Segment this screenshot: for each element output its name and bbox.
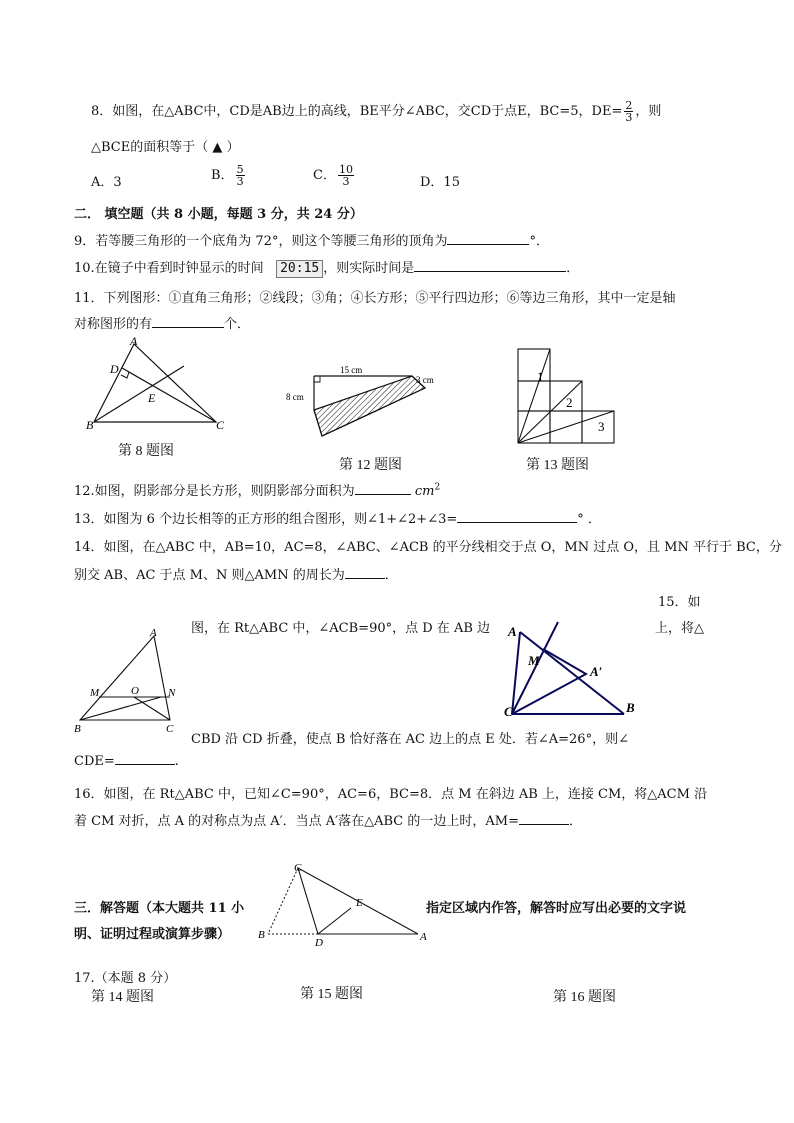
fig14-label-a: A xyxy=(150,627,157,639)
fig16-label-m: M xyxy=(528,653,540,668)
section3-line1-a: 三．解答题（本大题共 11 小 xyxy=(74,901,245,916)
fig8-label-a: A xyxy=(130,336,138,348)
fig8-right-angle-mark xyxy=(121,372,129,378)
fig8-label-e: E xyxy=(148,391,156,405)
fig13-angle-2: 2 xyxy=(566,395,573,410)
figure-8-caption: 第 8 题图 xyxy=(118,444,174,459)
fig14-label-c: C xyxy=(166,723,174,735)
q12-answer-blank[interactable] xyxy=(355,494,411,495)
fig15-label-a: A xyxy=(420,931,427,943)
fig13-angle-3: 3 xyxy=(598,419,605,434)
q9-line: 9．若等腰三角形的一个底角为 72°，则这个等腰三角形的顶角为 °． xyxy=(74,234,549,249)
figure-12 xyxy=(284,362,448,444)
fig14-label-n: N xyxy=(168,687,176,699)
q15-line-a: 图，在 Rt△ABC 中，∠ACB=90°，点 D 在 AB 边 xyxy=(191,621,491,636)
figure-8 xyxy=(82,336,232,436)
fig12-dim-top: 15 cm xyxy=(340,365,363,375)
fig15-segment-de xyxy=(318,908,351,934)
q10-line: 10.在镜子中看到时钟显示的时间 20:15 ，则实际时间是 ． xyxy=(74,261,580,276)
q11-line2: 对称图形的有 个． xyxy=(74,317,251,332)
q8-option-d: D．15 xyxy=(420,175,460,190)
fig16-label-a: A xyxy=(508,624,517,639)
q13-answer-blank[interactable] xyxy=(457,522,577,523)
q11-answer-blank[interactable] xyxy=(152,327,224,328)
fig15-label-b: B xyxy=(258,929,265,941)
fig14-label-o: O xyxy=(131,685,139,697)
fig13-angle-1: 1 xyxy=(537,369,544,384)
fig12-shaded-rectangle xyxy=(314,376,425,436)
figure-13-caption: 第 13 题图 xyxy=(526,458,589,473)
fig12-dim-left: 8 cm xyxy=(286,392,304,402)
q16-line1: 16．如图，在 Rt△ABC 中，已知∠C=90°，AC=6，BC=8．点 M 在斜边 AB 上，连接 CM，将△ACM 沿 xyxy=(74,787,708,802)
q11-line1: 11．下列图形：①直角三角形；②线段；③角；④长方形；⑤平行四边形；⑥等边三角形，其中一定是轴 xyxy=(74,291,676,306)
fig16-label-b: B xyxy=(626,700,635,715)
section2-heading: 二． 填空题（共 8 小题，每题 3 分，共 24 分） xyxy=(74,207,363,222)
figure-13 xyxy=(514,345,618,447)
q8-option-c: C． $\frac{10}{3}$ xyxy=(313,163,353,188)
figure-16 xyxy=(502,618,644,720)
section3-line2: 明、证明过程或演算步骤） xyxy=(74,927,231,942)
q16-answer-blank[interactable] xyxy=(519,824,569,825)
mirror-clock-display: 20:15 xyxy=(276,260,323,278)
q12-line: 12.如图，阴影部分是长方形，则阴影部分面积为 $cm^2$ xyxy=(74,482,441,499)
q14-line2: 别交 AB、AC 于点 M、N 则△AMN 的周长为 ． xyxy=(74,568,398,583)
figure-15 xyxy=(256,856,436,948)
fig16-fold-lines xyxy=(512,649,586,714)
fig15-label-d: D xyxy=(315,937,323,948)
fig16-label-a-prime: A′ xyxy=(590,664,603,679)
figure-16-caption: 第 16 题图 xyxy=(553,990,616,1005)
fig14-label-b: B xyxy=(74,723,81,735)
fig14-label-m: M xyxy=(90,687,100,699)
q16-line2: 着 CM 对折，点 A 的对称点为点 A′．当点 A′落在△ABC 的一边上时，AM= ． xyxy=(74,814,582,829)
section3-line1-b: 指定区域内作答，解答时应写出必要的文字说 xyxy=(426,901,687,916)
q15-line-c: CDE= . xyxy=(74,754,179,769)
q15-line-a-right: 上，将△ xyxy=(655,621,704,636)
fig13-diagonal-1 xyxy=(518,349,550,443)
q8-line1 xyxy=(91,100,661,123)
figure-12-caption: 第 12 题图 xyxy=(339,458,402,473)
fig8-label-d: D xyxy=(110,362,119,376)
fig8-bisector-be xyxy=(94,366,184,422)
q10-answer-blank[interactable] xyxy=(414,271,566,272)
fig15-label-e: E xyxy=(356,897,363,909)
fig8-label-c: C xyxy=(216,418,225,432)
q8-text-a: 8．如图，在△ABC中，CD是AB边上的高线，BE平分∠ABC，交CD于点E，BC=5，DE= xyxy=(91,104,623,119)
fig15-dashed-cb xyxy=(268,868,298,934)
figure-14-caption: 第 14 题图 xyxy=(91,990,154,1005)
q15-line-b: CBD 沿 CD 折叠，使点 B 恰好落在 AC 边上的点 E 处．若∠A=26°，则∠ xyxy=(191,732,629,747)
q14-answer-blank[interactable] xyxy=(345,578,385,579)
q8-text-b: ，则 xyxy=(635,104,662,119)
figure-14 xyxy=(72,624,190,736)
q8-de-fraction: $\frac{2}{3}$ xyxy=(625,99,633,124)
fig8-label-b: B xyxy=(86,418,94,432)
q15-number: 15．如 xyxy=(658,595,701,610)
q17-heading: 17.（本题 8 分） xyxy=(74,971,177,986)
fig16-label-c: C xyxy=(504,704,513,719)
q15-answer-blank[interactable] xyxy=(115,764,175,765)
q9-answer-blank[interactable] xyxy=(447,244,529,245)
fig12-dim-right: 3 cm xyxy=(416,375,434,385)
q13-line: 13．如图为 6 个边长相等的正方形的组合图形，则∠1+∠2+∠3= ° ． xyxy=(74,512,601,527)
q8-option-b: B． $\frac{5}{3}$ xyxy=(211,163,244,188)
fig15-label-c: C xyxy=(294,862,302,874)
q14-line1: 14．如图，在△ABC 中，AB=10，AC=8，∠ABC、∠ACB 的平分线相交于点 O，MN 过点 O，且 MN 平行于 BC，分 xyxy=(74,540,782,555)
fig12-right-angle-mark xyxy=(314,376,320,382)
fig8-altitude-cd xyxy=(122,368,216,422)
q8-line2: △BCE的面积等于（ ▲ ） xyxy=(91,140,240,155)
figure-15-caption: 第 15 题图 xyxy=(300,987,363,1002)
q8-option-a: A．3 xyxy=(91,175,122,190)
